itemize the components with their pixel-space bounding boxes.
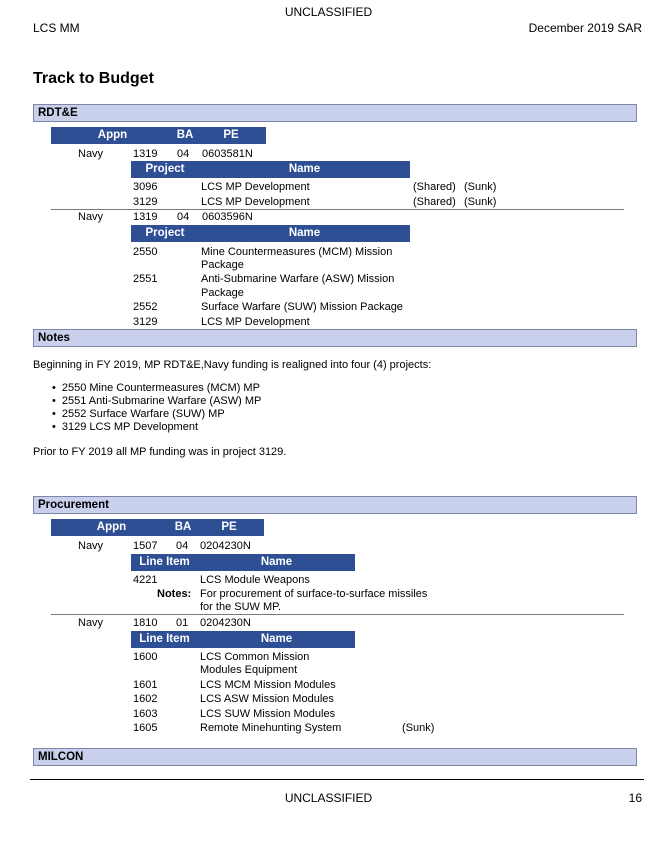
col-ba: BA [174,521,192,533]
section-label-rdte: RDT&E [38,107,78,119]
proc-pe: 0204230N [200,617,251,629]
section-bar-notes [33,329,637,347]
notes-bullet-list [52,382,261,434]
proc-ba: 04 [176,540,189,552]
line-item-name-cont: Modules Equipment [200,664,298,676]
project-name-cont: Package [201,287,244,299]
project-name: Anti-Submarine Warfare (ASW) Mission [201,273,395,285]
footer-classification: UNCLASSIFIED [284,791,373,805]
col-name: Name [260,633,293,645]
col-appn: Appn [97,129,128,141]
project-number: 2550 [133,246,158,258]
rdte-appn-code: 1319 [133,211,158,223]
line-item-number: 1603 [133,708,158,720]
section-label-milcon: MILCON [38,751,84,763]
sunk-flag: (Sunk) [402,722,435,734]
project-number: 3129 [133,196,158,208]
project-number: 3129 [133,316,158,328]
line-item-number: 1600 [133,651,158,663]
line-item-name: LCS Common Mission [200,651,310,663]
proc-appn: Navy [78,617,104,629]
proc-pe: 0204230N [200,540,251,552]
col-ba: BA [176,129,194,141]
project-number: 3096 [133,181,158,193]
rdte-project-header [131,161,410,178]
proc-line-item-header [131,631,355,648]
proc-line-item-header [131,554,355,571]
line-item-number: 1601 [133,679,158,691]
rdte-ba: 04 [177,211,190,223]
shared-flag: (Shared) [413,196,456,208]
col-name: Name [288,163,321,175]
group-divider [51,614,624,615]
line-item-note-cont: for the SUW MP. [200,601,282,613]
col-name: Name [260,556,293,568]
list-item: • 2552 Surface Warfare (SUW) MP [52,408,261,421]
section-bar-procurement [33,496,637,514]
header-classification: UNCLASSIFIED [284,5,373,19]
line-item-number: 1605 [133,722,158,734]
project-name: LCS MP Development [201,181,310,193]
project-name: Mine Countermeasures (MCM) Mission [201,246,393,258]
col-project: Project [145,227,185,239]
col-pe: PE [221,521,237,533]
section-bar-milcon [33,748,637,766]
project-number: 2551 [133,273,158,285]
page-title: Track to Budget [33,70,154,87]
section-label-notes: Notes [38,332,70,344]
notes-closing: Prior to FY 2019 all MP funding was in project 3129. [33,446,287,458]
rdte-appn: Navy [78,211,104,223]
rdte-project-header [131,225,410,242]
sunk-flag: (Sunk) [464,196,497,208]
col-line-item: Line Item [139,633,190,645]
proc-appn-code: 1810 [133,617,158,629]
header-date: December 2019 SAR [528,21,642,35]
rdte-pe: 0603596N [202,211,253,223]
rdte-ba: 04 [177,148,190,160]
line-item-number: 4221 [133,574,158,586]
line-item-name: LCS Module Weapons [200,574,310,586]
shared-flag: (Shared) [413,181,456,193]
rdte-column-header [51,127,266,144]
line-item-note: For procurement of surface-to-surface missiles [200,588,428,600]
proc-appn-code: 1507 [133,540,158,552]
list-item: • 2551 Anti-Submarine Warfare (ASW) MP [52,395,261,408]
line-item-name: LCS ASW Mission Modules [200,693,334,705]
proc-appn: Navy [78,540,104,552]
header-program: LCS MM [33,21,80,35]
col-appn: Appn [96,521,127,533]
col-line-item: Line Item [139,556,190,568]
rdte-appn: Navy [78,148,104,160]
notes-intro: Beginning in FY 2019, MP RDT&E,Navy funding is realigned into four (4) projects: [33,359,432,371]
procurement-column-header [51,519,264,536]
col-project: Project [145,163,185,175]
line-item-name: LCS SUW Mission Modules [200,708,336,720]
project-name: Surface Warfare (SUW) Mission Package [201,301,403,313]
section-label-procurement: Procurement [38,499,109,511]
project-name: LCS MP Development [201,196,310,208]
list-item: • 3129 LCS MP Development [52,421,261,434]
section-bar-rdte [33,104,637,122]
project-number: 2552 [133,301,158,313]
footer-rule [30,779,644,780]
proc-ba: 01 [176,617,189,629]
page-number: 16 [628,791,642,805]
col-name: Name [288,227,321,239]
rdte-pe: 0603581N [202,148,253,160]
project-name: LCS MP Development [201,316,310,328]
rdte-appn-code: 1319 [133,148,158,160]
list-item: • 2550 Mine Countermeasures (MCM) MP [52,382,261,395]
line-item-name: Remote Minehunting System [200,722,342,734]
notes-label: Notes: [157,588,192,600]
project-name-cont: Package [201,259,244,271]
sunk-flag: (Sunk) [464,181,497,193]
col-pe: PE [223,129,239,141]
line-item-name: LCS MCM Mission Modules [200,679,336,691]
group-divider [51,209,624,210]
line-item-number: 1602 [133,693,158,705]
